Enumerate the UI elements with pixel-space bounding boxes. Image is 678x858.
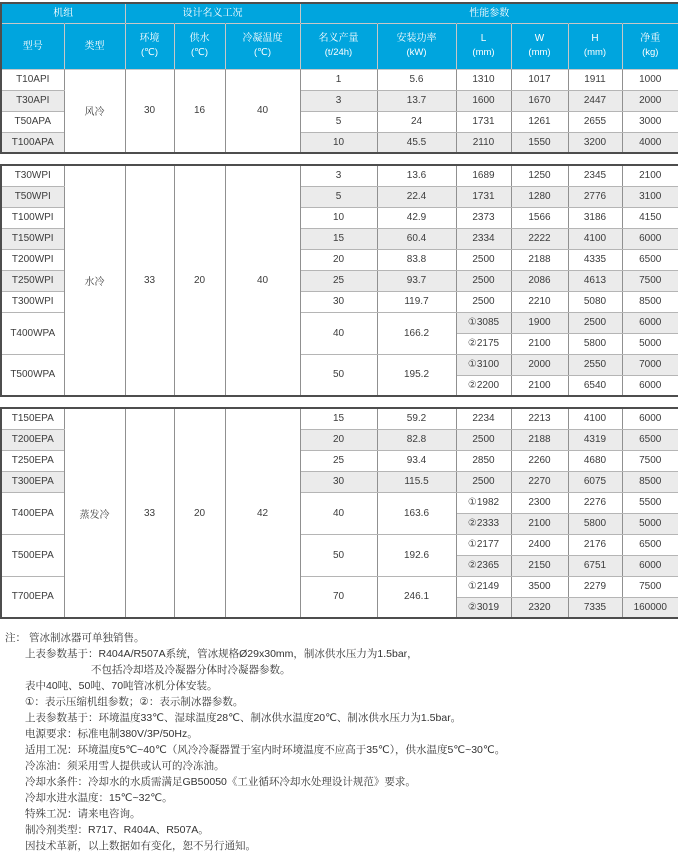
w-cell: 2210 <box>511 291 568 312</box>
w-cell: 2400 <box>511 534 568 555</box>
weight-cell: 6000 <box>622 555 678 576</box>
nominal-capacity-cell: 50 <box>300 534 377 576</box>
table-header <box>1 3 678 69</box>
header-column-unit: (mm) <box>472 47 495 59</box>
note-line <box>0 630 678 646</box>
h-cell: 4100 <box>568 408 622 429</box>
header-column-unit: (mm) <box>583 47 607 59</box>
w-cell: 1261 <box>511 111 568 132</box>
w-cell: 2260 <box>511 450 568 471</box>
weight-cell: 4150 <box>622 207 678 228</box>
w-cell: 1250 <box>511 165 568 186</box>
h-cell: 2176 <box>568 534 622 555</box>
note-text: ①：表示压缩机组参数；②：表示制冰器参数。 <box>25 696 244 708</box>
header-column-cell <box>377 23 456 69</box>
w-cell: 2188 <box>511 249 568 270</box>
nominal-capacity-cell: 3 <box>300 90 377 111</box>
installed-power-cell: 42.9 <box>377 207 456 228</box>
w-cell: 2000 <box>511 354 568 375</box>
ambient-temp-cell: 33 <box>125 408 174 618</box>
installed-power-cell: 93.7 <box>377 270 456 291</box>
header-column-cell <box>568 23 622 69</box>
h-cell: 3186 <box>568 207 622 228</box>
l-cell: 1731 <box>456 111 511 132</box>
model-cell: T100APA <box>1 132 64 153</box>
weight-cell: 3100 <box>622 186 678 207</box>
weight-cell: 8500 <box>622 471 678 492</box>
installed-power-cell: 13.7 <box>377 90 456 111</box>
nominal-capacity-cell: 25 <box>300 450 377 471</box>
condensing-temp-cell: 40 <box>225 69 300 153</box>
spec-table-air-cooled <box>0 2 678 154</box>
weight-cell: 7500 <box>622 576 678 597</box>
model-cell: T50APA <box>1 111 64 132</box>
model-cell: T150EPA <box>1 408 64 429</box>
header-column-unit: (℃) <box>141 47 158 59</box>
model-cell: T100WPI <box>1 207 64 228</box>
model-cell: T250WPI <box>1 270 64 291</box>
weight-cell: 6500 <box>622 249 678 270</box>
model-cell: T500EPA <box>1 534 64 576</box>
note-line <box>0 678 678 694</box>
nominal-capacity-cell: 15 <box>300 228 377 249</box>
l-cell: 2500 <box>456 429 511 450</box>
header-group-cell: 设计名义工况 <box>125 3 300 23</box>
note-label: 注： <box>5 632 26 644</box>
h-cell: 6751 <box>568 555 622 576</box>
w-cell: 2150 <box>511 555 568 576</box>
model-cell: T200WPI <box>1 249 64 270</box>
model-cell: T250EPA <box>1 450 64 471</box>
header-column-cell <box>300 23 377 69</box>
w-cell: 2086 <box>511 270 568 291</box>
weight-cell: 5000 <box>622 513 678 534</box>
h-cell: 2500 <box>568 312 622 333</box>
cooling-type-cell: 水冷 <box>64 165 125 396</box>
note-line <box>0 758 678 774</box>
nominal-capacity-cell: 70 <box>300 576 377 618</box>
w-cell: 2100 <box>511 513 568 534</box>
w-cell: 1670 <box>511 90 568 111</box>
l-cell: ②2365 <box>456 555 511 576</box>
nominal-capacity-cell: 1 <box>300 69 377 90</box>
installed-power-cell: 22.4 <box>377 186 456 207</box>
group-body-1 <box>1 165 678 396</box>
header-column-cell <box>456 23 511 69</box>
h-cell: 4100 <box>568 228 622 249</box>
l-cell: ①2149 <box>456 576 511 597</box>
model-cell: T200EPA <box>1 429 64 450</box>
h-cell: 1911 <box>568 69 622 90</box>
nominal-capacity-cell: 30 <box>300 291 377 312</box>
nominal-capacity-cell: 10 <box>300 207 377 228</box>
table-row <box>1 408 678 429</box>
model-cell: T500WPA <box>1 354 64 396</box>
nominal-capacity-cell: 30 <box>300 471 377 492</box>
w-cell: 2320 <box>511 597 568 618</box>
notes <box>0 630 678 854</box>
w-cell: 1566 <box>511 207 568 228</box>
header-column-unit: (℃) <box>191 47 208 59</box>
note-line <box>0 822 678 838</box>
note-text: 管冰制冰器可单独销售。 <box>29 632 145 644</box>
installed-power-cell: 166.2 <box>377 312 456 354</box>
model-cell: T50WPI <box>1 186 64 207</box>
note-text: 冷却水条件：冷却水的水质需满足GB50050《工业循环冷却水处理设计规范》要求。 <box>25 776 416 788</box>
header-column-title: 环境 <box>139 33 160 45</box>
w-cell: 1280 <box>511 186 568 207</box>
header-group-cell: 机组 <box>1 3 125 23</box>
weight-cell: 6500 <box>622 429 678 450</box>
header-column-title: 供水 <box>189 33 210 45</box>
note-line <box>0 726 678 742</box>
weight-cell: 6000 <box>622 228 678 249</box>
l-cell: 1310 <box>456 69 511 90</box>
header-column-cell <box>225 23 300 69</box>
header-column-cell <box>511 23 568 69</box>
table-row <box>1 165 678 186</box>
h-cell: 2276 <box>568 492 622 513</box>
model-cell: T150WPI <box>1 228 64 249</box>
nominal-capacity-cell: 20 <box>300 429 377 450</box>
model-cell: T300WPI <box>1 291 64 312</box>
note-text: 因技术革新，以上数据如有变化，恕不另行通知。 <box>25 840 256 852</box>
nominal-capacity-cell: 15 <box>300 408 377 429</box>
w-cell: 2300 <box>511 492 568 513</box>
l-cell: ①3100 <box>456 354 511 375</box>
w-cell: 3500 <box>511 576 568 597</box>
header-column-title: 冷凝温度 <box>242 33 283 45</box>
weight-cell: 7500 <box>622 270 678 291</box>
header-column-unit: (kg) <box>642 47 659 59</box>
installed-power-cell: 60.4 <box>377 228 456 249</box>
h-cell: 2776 <box>568 186 622 207</box>
h-cell: 2550 <box>568 354 622 375</box>
weight-cell: 4000 <box>622 132 678 153</box>
note-line <box>0 662 678 678</box>
header-column-title: 型号 <box>22 40 43 52</box>
header-column-cell <box>1 23 64 69</box>
l-cell: 2500 <box>456 270 511 291</box>
header-column-cell <box>622 23 678 69</box>
model-cell: T300EPA <box>1 471 64 492</box>
installed-power-cell: 93.4 <box>377 450 456 471</box>
note-text: 表中40吨、50吨、70吨管冰机分体安装。 <box>25 680 218 692</box>
header-column-row <box>1 23 678 69</box>
note-text: 上表参数基于：环境温度33℃、湿球温度28℃、制冰供水温度20℃、制冰供水压力为1.5bar。 <box>25 712 462 724</box>
note-line <box>0 646 678 662</box>
h-cell: 4613 <box>568 270 622 291</box>
header-group-row <box>1 3 678 23</box>
header-group-cell: 性能参数 <box>300 3 678 23</box>
model-cell: T30API <box>1 90 64 111</box>
table-row <box>1 69 678 90</box>
condensing-temp-cell: 40 <box>225 165 300 396</box>
weight-cell: 5500 <box>622 492 678 513</box>
h-cell: 6075 <box>568 471 622 492</box>
note-text: 特殊工况：请来电咨询。 <box>25 808 141 820</box>
h-cell: 5080 <box>568 291 622 312</box>
h-cell: 7335 <box>568 597 622 618</box>
ambient-temp-cell: 30 <box>125 69 174 153</box>
h-cell: 5800 <box>568 333 622 354</box>
note-line <box>0 806 678 822</box>
nominal-capacity-cell: 5 <box>300 111 377 132</box>
header-column-cell <box>64 23 125 69</box>
l-cell: 2110 <box>456 132 511 153</box>
header-column-title: 名义产量 <box>318 33 359 45</box>
nominal-capacity-cell: 40 <box>300 312 377 354</box>
note-line <box>0 710 678 726</box>
cooling-type-cell: 风冷 <box>64 69 125 153</box>
header-column-title: 净重 <box>640 33 661 45</box>
header-column-cell <box>174 23 225 69</box>
installed-power-cell: 5.6 <box>377 69 456 90</box>
h-cell: 3200 <box>568 132 622 153</box>
h-cell: 6540 <box>568 375 622 396</box>
l-cell: 1600 <box>456 90 511 111</box>
weight-cell: 7000 <box>622 354 678 375</box>
header-column-title: H <box>591 33 599 45</box>
group-body-0 <box>1 69 678 153</box>
ambient-temp-cell: 33 <box>125 165 174 396</box>
header-column-unit: (mm) <box>528 47 551 59</box>
cooling-type-cell: 蒸发冷 <box>64 408 125 618</box>
w-cell: 1017 <box>511 69 568 90</box>
nominal-capacity-cell: 5 <box>300 186 377 207</box>
weight-cell: 2100 <box>622 165 678 186</box>
l-cell: ②3019 <box>456 597 511 618</box>
supply-water-temp-cell: 20 <box>174 165 225 396</box>
installed-power-cell: 163.6 <box>377 492 456 534</box>
w-cell: 2222 <box>511 228 568 249</box>
nominal-capacity-cell: 25 <box>300 270 377 291</box>
model-cell: T700EPA <box>1 576 64 618</box>
weight-cell: 160000 <box>622 597 678 618</box>
nominal-capacity-cell: 20 <box>300 249 377 270</box>
l-cell: 1731 <box>456 186 511 207</box>
nominal-capacity-cell: 3 <box>300 165 377 186</box>
group-body-2 <box>1 408 678 618</box>
h-cell: 2345 <box>568 165 622 186</box>
installed-power-cell: 83.8 <box>377 249 456 270</box>
h-cell: 2447 <box>568 90 622 111</box>
note-text: 上表参数基于：R404A/R507A系统，管冰规格Ø29x30mm，制冰供水压力为1.5bar， <box>25 648 418 660</box>
l-cell: 2334 <box>456 228 511 249</box>
installed-power-cell: 115.5 <box>377 471 456 492</box>
h-cell: 5800 <box>568 513 622 534</box>
h-cell: 2279 <box>568 576 622 597</box>
h-cell: 2655 <box>568 111 622 132</box>
header-column-title: W <box>534 33 545 45</box>
nominal-capacity-cell: 50 <box>300 354 377 396</box>
h-cell: 4680 <box>568 450 622 471</box>
header-column-title: 类型 <box>84 40 105 52</box>
model-cell: T10API <box>1 69 64 90</box>
weight-cell: 6000 <box>622 375 678 396</box>
w-cell: 1900 <box>511 312 568 333</box>
header-column-unit: (kW) <box>406 47 427 59</box>
weight-cell: 5000 <box>622 333 678 354</box>
installed-power-cell: 13.6 <box>377 165 456 186</box>
l-cell: ①3085 <box>456 312 511 333</box>
w-cell: 2213 <box>511 408 568 429</box>
note-text: 不包括冷却塔及冷凝器分体时冷凝器参数。 <box>91 664 291 676</box>
installed-power-cell: 59.2 <box>377 408 456 429</box>
header-column-unit: (℃) <box>254 47 271 59</box>
note-text: 电源要求：标准电制380V/3P/50Hz。 <box>25 728 198 740</box>
l-cell: ②2333 <box>456 513 511 534</box>
l-cell: 2373 <box>456 207 511 228</box>
h-cell: 4319 <box>568 429 622 450</box>
l-cell: ①2177 <box>456 534 511 555</box>
header-column-title: 安装功率 <box>396 33 437 45</box>
w-cell: 2270 <box>511 471 568 492</box>
supply-water-temp-cell: 16 <box>174 69 225 153</box>
weight-cell: 1000 <box>622 69 678 90</box>
l-cell: 2500 <box>456 291 511 312</box>
nominal-capacity-cell: 10 <box>300 132 377 153</box>
weight-cell: 8500 <box>622 291 678 312</box>
installed-power-cell: 195.2 <box>377 354 456 396</box>
installed-power-cell: 82.8 <box>377 429 456 450</box>
model-cell: T30WPI <box>1 165 64 186</box>
w-cell: 2100 <box>511 333 568 354</box>
l-cell: 2234 <box>456 408 511 429</box>
l-cell: ②2200 <box>456 375 511 396</box>
note-text: 冷冻油：须采用雪人提供或认可的冷冻油。 <box>25 760 225 772</box>
note-text: 制冷剂类型：R717、R404A、R507A。 <box>25 824 209 836</box>
header-column-cell <box>125 23 174 69</box>
note-text: 适用工况：环境温度5℃~40℃（风冷冷凝器置于室内时环境温度不应高于35℃），供水温度5℃~30℃。 <box>25 744 506 756</box>
installed-power-cell: 119.7 <box>377 291 456 312</box>
note-line <box>0 790 678 806</box>
w-cell: 1550 <box>511 132 568 153</box>
weight-cell: 3000 <box>622 111 678 132</box>
l-cell: 2500 <box>456 249 511 270</box>
note-text: 冷却水进水温度：15℃~32℃。 <box>25 792 173 804</box>
spec-table-evaporative-cooled <box>0 407 678 619</box>
weight-cell: 7500 <box>622 450 678 471</box>
l-cell: ②2175 <box>456 333 511 354</box>
l-cell: ①1982 <box>456 492 511 513</box>
weight-cell: 6000 <box>622 312 678 333</box>
note-line <box>0 774 678 790</box>
weight-cell: 6500 <box>622 534 678 555</box>
spec-table-water-cooled <box>0 164 678 397</box>
weight-cell: 6000 <box>622 408 678 429</box>
header-column-title: L <box>480 33 487 45</box>
installed-power-cell: 24 <box>377 111 456 132</box>
l-cell: 2500 <box>456 471 511 492</box>
l-cell: 1689 <box>456 165 511 186</box>
installed-power-cell: 45.5 <box>377 132 456 153</box>
l-cell: 2850 <box>456 450 511 471</box>
note-line <box>0 694 678 710</box>
nominal-capacity-cell: 40 <box>300 492 377 534</box>
installed-power-cell: 192.6 <box>377 534 456 576</box>
header-column-unit: (t/24h) <box>324 47 353 59</box>
model-cell: T400WPA <box>1 312 64 354</box>
h-cell: 4335 <box>568 249 622 270</box>
supply-water-temp-cell: 20 <box>174 408 225 618</box>
model-cell: T400EPA <box>1 492 64 534</box>
installed-power-cell: 246.1 <box>377 576 456 618</box>
condensing-temp-cell: 42 <box>225 408 300 618</box>
note-line <box>0 838 678 854</box>
note-line <box>0 742 678 758</box>
w-cell: 2100 <box>511 375 568 396</box>
w-cell: 2188 <box>511 429 568 450</box>
weight-cell: 2000 <box>622 90 678 111</box>
